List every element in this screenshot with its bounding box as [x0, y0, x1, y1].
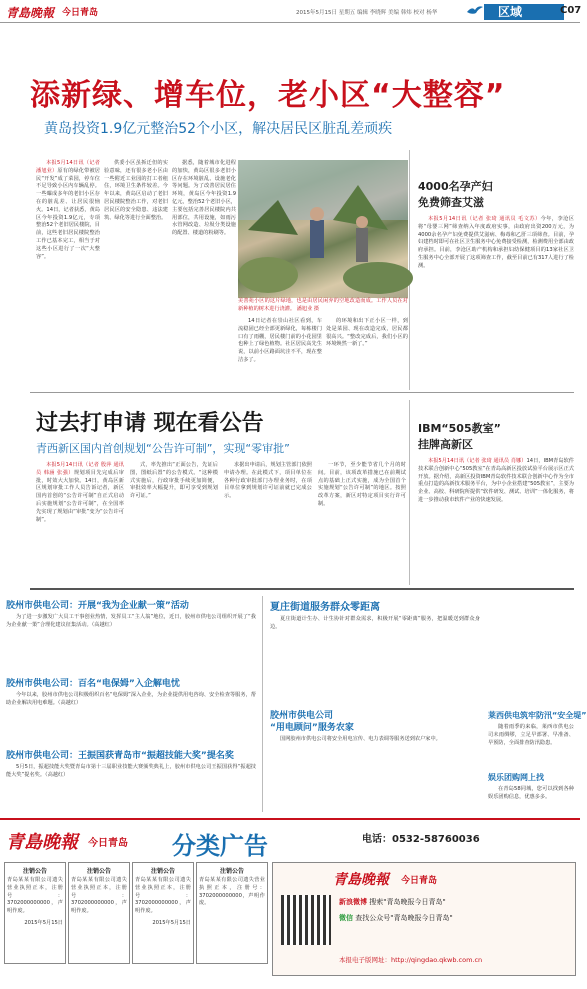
lead-column-2	[104, 160, 168, 340]
column-divider-3	[262, 596, 263, 812]
sidebar1-title2: 免费筛查艾滋	[418, 196, 484, 209]
notice-box-3	[132, 862, 194, 964]
qr-code-icon	[281, 895, 331, 945]
sidebar2-title2: 挂牌高新区	[418, 438, 473, 451]
section-name: 今日青岛	[62, 8, 99, 18]
website-line: 本报电子版网址：http://qingdao.qkwb.com.cn	[339, 956, 483, 964]
mid-column-4	[318, 462, 406, 582]
issue-meta: 2015年5月15日 星期五 编辑 李晓辉 美编 韩炜 校对 杨华	[296, 10, 438, 16]
weibo-line	[339, 897, 446, 907]
weixin-label: 微信	[339, 914, 353, 922]
phone-number: 0532-58760036	[392, 834, 480, 845]
lead-column-3b	[172, 320, 236, 350]
weibo-label: 新浪微博	[339, 898, 367, 906]
mid-text-2: 式，率先推出“正面公告，先证后图，图纸后置”的公告模式。“这种模式实施后，行政审批手续更加简便，审批效率大幅提升，即可享受到规划许可证。”	[130, 462, 218, 500]
weixin-value: 查找公众号"青岛晚报今日青岛"	[355, 914, 453, 922]
notice-body-2: 青岛某某有限公司遗失营业执照正本，注册号：3702000000000，声明作废。	[71, 877, 127, 915]
bl-s3-credit: （高越红）	[45, 771, 69, 778]
page-number: C07	[560, 5, 582, 16]
bl-s2-text: 今年以来，胶州市供电公司积极组织百名“电保姆”深入企业，为企业提供用电咨询、安全检查等服务，帮助企业解决用电难题。	[6, 692, 256, 706]
br-s2-title2: “用电顾问”服务农家	[270, 723, 354, 733]
notice-title-4: 注销公告	[219, 868, 244, 875]
mid-subhead: 青西新区国内首创规划“公告许可制”，实现“零审批”	[36, 442, 290, 455]
classified-brand: 青島晚報	[6, 832, 78, 853]
notice-date-1: 2015年5月15日	[24, 919, 63, 926]
notice-date-3: 2015年5月15日	[152, 919, 191, 926]
mid-headline: 过去打申请 现在看公告	[36, 411, 264, 436]
weixin-line	[339, 913, 453, 923]
photo-caption: 美善苑小区的这片绿地，也是由居民闲弃的空地改造而成。工作人员在对新种植的树木进行浇灌。 潘旭业 摄	[238, 298, 408, 312]
sidebar1-title: 4000名孕产妇	[418, 180, 493, 193]
lead-column-1	[36, 160, 100, 340]
notice-box-4	[196, 862, 268, 964]
sidebar2-title: IBM“505教室”	[418, 422, 501, 435]
br-s2-title: 胶州市供电公司	[270, 711, 334, 721]
section-rule-2	[30, 588, 574, 590]
mid-byline: 本报5月14日讯（记者 殷萍 通讯员 韩涵 张强）	[36, 462, 124, 476]
column-divider	[409, 150, 410, 390]
mid-column-3	[224, 462, 312, 582]
lead-column-4	[238, 318, 322, 363]
promo-section: 今日青岛	[401, 876, 438, 886]
sidebar2-body	[418, 458, 574, 584]
column-divider-2	[409, 400, 410, 585]
classified-phone	[362, 830, 480, 845]
bird-icon	[466, 4, 484, 16]
lead-column-3	[172, 160, 236, 340]
bl-s1-text: 为了进一步激发广大员工干事创业热情，发挥员工“主人翁”地位，近日，胶州市供电公司组织开展了“我为企业献一策”合理化建议征集活动。	[6, 614, 256, 628]
bl-s2-title: 胶州市供电公司：百名“电保姆”入企解电忧	[6, 679, 180, 689]
lead-text-5: 的环境和出下正小区一样，到处是菜园、现在改造完成，居民都很高兴。“整改完成后，我们小区的环境焕然一新了。”	[326, 318, 408, 348]
br-s2-body	[270, 736, 480, 812]
page-header	[0, 0, 580, 23]
lead-text-1: 原有的绿化带被居民“开发”成了菜园，停车位不足导致小区内车辆乱停。一些曝成多年的老旧小区存在的脏乱差、让居民很恼火。14日，记者获悉，黄岛区今年投资1.9亿元，专项整治52个老旧居民楼院，目前，这些老旧居民楼院整治工作已基本完工，相当于对这些小区进行了一次“大整容”。	[36, 167, 100, 260]
bl-s1-body	[6, 614, 256, 670]
br-s4-title: 娱乐团购网上找	[488, 773, 544, 782]
notice-box-2	[68, 862, 130, 964]
mid-column-2	[130, 462, 218, 582]
bl-s2-body	[6, 692, 256, 744]
sidebar1-body	[418, 216, 574, 386]
newspaper-logo: 青島晚報	[6, 6, 55, 20]
sidebar2-text: 14日，IBM青岛软件技术联合创新中心“505教室”在青岛高新区投放试验平台展示区正式开放。据介绍，高新区投资IBM青岛软件技术联合创新中心作为全市重点打造的高新技术服务平台，为中小企业搭建“505教室”，主要为企业、高校、科研院所提供“软件研发、测试、培训”一体化服务，将进一步推动我市软件产业的快速发展。	[418, 458, 574, 503]
notice-title-1: 注销公告	[22, 868, 47, 875]
classified-title: 分类广告	[172, 832, 268, 860]
bl-s1-credit: （高越红）	[91, 621, 116, 628]
notice-title-3: 注销公告	[150, 868, 175, 875]
mid-text-3: 求据出申请后，规划主管部门依照申请办理。在此模式下，项目单位在各种行政审批部门办理业务时，在项目单位拿到规划许可证前就已完成公示。	[224, 462, 312, 500]
bl-s2-credit: （高越红）	[57, 699, 82, 706]
classified-banner	[0, 818, 580, 858]
classified-section: 今日青岛	[88, 838, 128, 849]
social-promo-box	[272, 862, 576, 976]
bl-s1-title: 胶州市供电公司：开展“我为企业献一策”活动	[6, 601, 189, 611]
sidebar1-text: 今年，李沧区将“母婴三网”筛查纳入年度政府实事，由政府出资200万元，为4000余名孕产妇免费提供艾滋病、梅毒和乙肝三项筛查。目前，孕妇建档时即可在社区卫生服务中心免费接受检测，检测费用全部由政府承担。目前，李沧区助产机构和承担妇幼保健项目的13家社区卫生服务中心全部开展了这项筛查工作，截至目前已有317人进行了检测。	[418, 216, 574, 269]
promo-brand: 青島晚報	[333, 872, 389, 888]
sidebar2-byline: 本报5月14日讯（记者 张琦 通讯员 肖娜）	[428, 458, 527, 464]
lead-text-2: 供委小区虽拆迁但的实验意味，还有很多老小区由一些附近工业园的打工者租住，环境卫生条件较差。今年以来，黄岛区启动了老旧居民楼院整治工作，对老旧居民区的安全隐患、违法建筑、绿化等进行全面整治。	[104, 160, 168, 221]
bl-s3-text: 5月5日，振超技能大奖暨青岛市第十三届职业技能大赛颁奖典礼上，胶州市供电公司王振国获得“振超技能大奖”提名奖。	[6, 764, 256, 778]
br-s1-title: 夏庄街道服务群众零距离	[270, 602, 380, 613]
lead-column-5	[326, 318, 408, 354]
region-banner: 区域	[484, 4, 564, 20]
notice-box-1	[4, 862, 66, 964]
br-s3-text: 随着雨季的来临，莱西市供电公司未雨绸缪，立足早部署、早准备、早预防，全面排查防汛隐患。	[488, 724, 574, 746]
br-s1-body	[270, 616, 480, 702]
mid-text-4: 一环节，至少能节省几个月的时间。目前，该项改革措施已在前期试点的基础上正式实施，成为全国首个实施规划“公告许可制”的地区。按照改革方案，新区对特定项目实行许可制。	[318, 462, 406, 507]
br-s3-body	[488, 724, 574, 768]
lead-headline: 添新绿、增车位，老小区“大整容”	[30, 78, 506, 113]
gardener-photo-icon	[238, 160, 408, 298]
mid-text-1: 规划项目先完成后审批，时效大大加快。14日，黄岛区新区规划审批工作人员告诉记者，新区国内首创的“公告许可制”自正式启动后实施规划“公告许可制”，在全国率先实现了规划由“审批”变为“公告许可制”。	[36, 469, 124, 523]
lead-subhead: 黄岛投资1.9亿元整治52个小区，解决居民区脏乱差顽疾	[44, 121, 393, 137]
br-s4-body	[488, 786, 574, 812]
br-s4-text: 在青岛58同城，您可以找到各种娱乐团购信息，优惠多多。	[488, 786, 574, 800]
lead-text-3: 据悉，随着城市化进程的加快，黄岛区很多老旧小区存在环境脏乱、设施老化等问题。为了改善居民居住环境，黄岛区今年投资1.9亿元，整治52个老旧小区，主要包括完善居民楼院内共用部位，共用设施，如雨污水管网改造、垃圾分类设施的配置、楼道的粉刷等。	[172, 160, 236, 237]
lead-photo	[238, 160, 408, 298]
sidebar1-byline: 本报5月14日讯（记者 张琦 通讯员 毛文苏）	[428, 216, 541, 222]
section-rule	[30, 392, 574, 393]
br-s3-title: 莱西供电筑牢防汛“安全堤”	[488, 711, 587, 720]
bl-s3-body	[6, 764, 256, 812]
br-extra-body	[488, 616, 574, 708]
br-s1-text: 夏庄街道计生办、计生协针对群众需求，积极开展“零距离”服务，把温暖送到群众身边。	[270, 616, 480, 630]
lead-text-4: 14日记者在崇山社区看到，车流稳固已经全部更新绿化，每栋楼门口有了雨棚，居民楼门前的小花园里也种上了绿色植物。社区居民高先生说，以前小区路面坑洼不平，现在整洁多了。	[238, 318, 322, 363]
notice-title-2: 注销公告	[86, 868, 111, 875]
notice-body-1: 青岛某某有限公司遗失营业执照正本，注册号：3702000000000，声明作废。	[7, 877, 63, 915]
mid-column-1	[36, 462, 124, 582]
weibo-value: 搜索"青岛晚报今日青岛"	[369, 898, 446, 906]
lead-byline: 本报5月14日讯（记者 潘旭业）	[36, 160, 100, 174]
notice-body-3: 青岛某某有限公司遗失营业执照正本，注册号：3702000000000，声明作废。	[135, 877, 191, 915]
br-s2-text: 国网胶州市供电公司将安全用电宣传、电力表调等服务送到农户家中。	[280, 736, 441, 742]
phone-label: 电话：	[362, 834, 392, 845]
notice-body-4: 青岛某某有限公司遗失营业执照正本，注册号：3702000000000，声明作废。	[199, 877, 265, 907]
bl-s3-title: 胶州市供电公司：王振国获青岛市“振超技能大奖”提名奖	[6, 751, 234, 761]
